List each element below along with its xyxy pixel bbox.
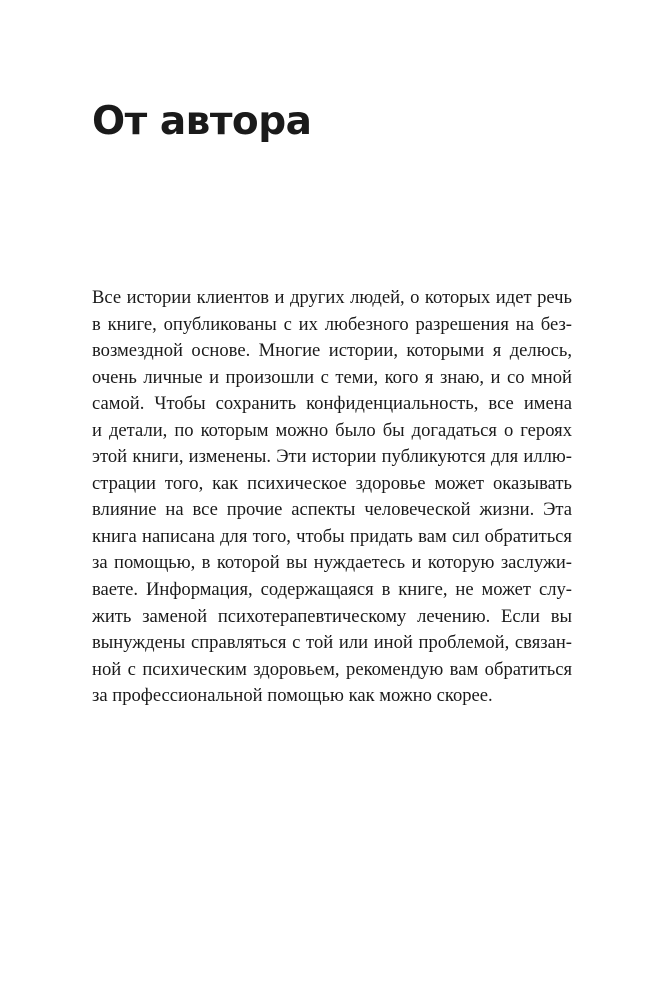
body-line: и детали, по которым можно было бы догадаться о героях	[92, 419, 572, 441]
body-paragraph	[92, 285, 572, 710]
body-line: очень личные и произошли с теми, кого я знаю, и со мной	[92, 366, 572, 388]
body-line: страции того, как психическое здоровье может оказывать	[92, 472, 572, 494]
body-line: книга написана для того, чтобы придать вам сил обратиться	[92, 525, 572, 547]
body-line: в книге, опубликованы с их любезного разрешения на без-	[92, 313, 572, 335]
body-line: возмездной основе. Многие истории, которыми я делюсь,	[92, 340, 572, 362]
page-title: От автора	[92, 99, 312, 144]
body-line: за помощью, в которой вы нуждаетесь и которую заслужи-	[92, 552, 572, 574]
body-line: влияние на все прочие аспекты человеческой жизни. Эта	[92, 499, 572, 521]
body-line-last: за профессиональной помощью как можно скорее.	[92, 685, 493, 707]
body-line: ваете. Информация, содержащаяся в книге, не может слу-	[92, 579, 572, 601]
body-line: самой. Чтобы сохранить конфиденциальность, все имена	[92, 393, 572, 415]
body-line: вынуждены справляться с той или иной проблемой, связан-	[92, 632, 572, 654]
body-line: ной с психическим здоровьем, рекомендую вам обратиться	[92, 658, 572, 680]
body-line: жить заменой психотерапевтическому лечению. Если вы	[92, 605, 572, 627]
body-line: этой книги, изменены. Эти истории публикуются для иллю-	[92, 446, 572, 468]
body-line: Все истории клиентов и других людей, о которых идет речь	[92, 287, 572, 308]
